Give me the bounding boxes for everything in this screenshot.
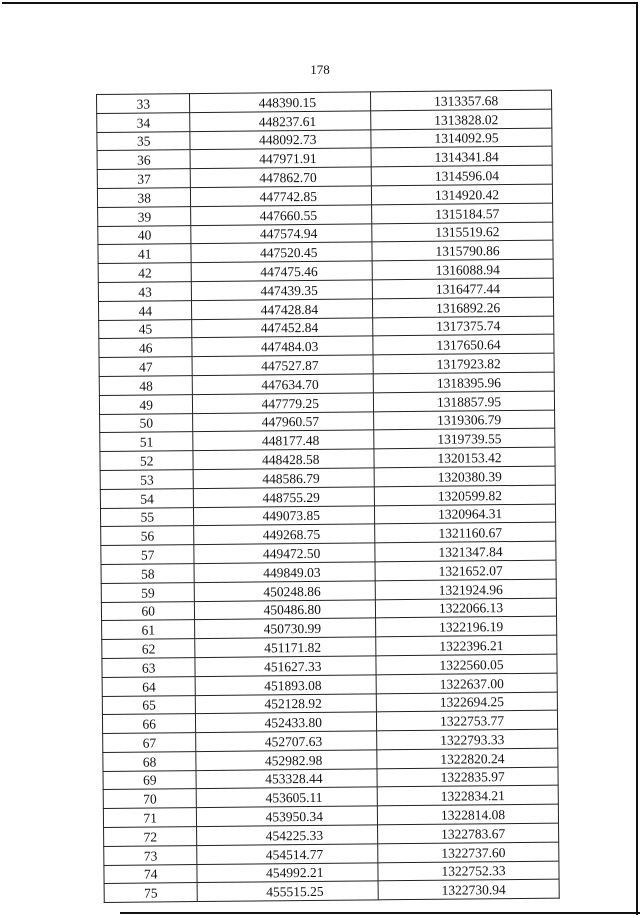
x-coordinate-cell: 453950.34: [197, 806, 378, 827]
point-number-cell: 54: [100, 488, 194, 508]
y-coordinate-cell: 1320599.82: [374, 485, 555, 506]
point-number-cell: 33: [97, 94, 191, 114]
x-coordinate-cell: 447862.70: [191, 167, 372, 188]
y-coordinate-cell: 1322196.19: [376, 616, 557, 637]
x-coordinate-cell: 450730.99: [195, 618, 376, 639]
x-coordinate-cell: 451893.08: [196, 675, 377, 696]
point-number-cell: 73: [104, 845, 198, 865]
x-coordinate-cell: 448428.58: [193, 449, 374, 470]
y-coordinate-cell: 1322752.33: [378, 861, 559, 882]
x-coordinate-cell: 455515.25: [198, 881, 379, 902]
y-coordinate-cell: 1322835.97: [377, 767, 558, 788]
y-coordinate-cell: 1316477.44: [372, 278, 553, 299]
y-coordinate-cell: 1322737.60: [378, 842, 559, 863]
point-number-cell: 64: [102, 676, 196, 696]
point-number-cell: 59: [101, 582, 195, 602]
x-coordinate-cell: 448177.48: [193, 430, 374, 451]
y-coordinate-cell: 1317375.74: [373, 316, 554, 337]
point-number-cell: 63: [102, 657, 196, 677]
table-row: [104, 880, 559, 903]
point-number-cell: 62: [102, 639, 196, 659]
y-coordinate-cell: 1322396.21: [376, 635, 557, 656]
y-coordinate-cell: 1322730.94: [378, 880, 559, 901]
x-coordinate-cell: 447520.45: [191, 242, 372, 263]
x-coordinate-cell: 447660.55: [191, 205, 372, 226]
bottom-rule: [120, 912, 640, 914]
y-coordinate-cell: 1315519.62: [372, 222, 553, 243]
coordinates-table: [96, 90, 560, 904]
y-coordinate-cell: 1314092.95: [371, 128, 552, 149]
x-coordinate-cell: 448092.73: [190, 129, 371, 150]
point-number-cell: 43: [98, 282, 192, 302]
point-number-cell: 75: [104, 883, 198, 903]
point-number-cell: 47: [99, 357, 193, 377]
y-coordinate-cell: 1313357.68: [371, 90, 552, 111]
x-coordinate-cell: 448237.61: [190, 111, 371, 132]
y-coordinate-cell: 1321160.67: [375, 522, 556, 543]
point-number-cell: 71: [103, 808, 197, 828]
y-coordinate-cell: 1318857.95: [373, 391, 554, 412]
point-number-cell: 72: [104, 827, 198, 847]
y-coordinate-cell: 1314920.42: [371, 184, 552, 205]
x-coordinate-cell: 451171.82: [195, 637, 376, 658]
point-number-cell: 74: [104, 864, 198, 884]
y-coordinate-cell: 1314596.04: [371, 165, 552, 186]
y-coordinate-cell: 1320380.39: [374, 466, 555, 487]
point-number-cell: 45: [99, 319, 193, 339]
x-coordinate-cell: 449849.03: [194, 562, 375, 583]
point-number-cell: 37: [97, 169, 191, 189]
point-number-cell: 57: [101, 545, 195, 565]
x-coordinate-cell: 448390.15: [190, 92, 371, 113]
point-number-cell: 53: [100, 470, 194, 490]
x-coordinate-cell: 447527.87: [192, 355, 373, 376]
y-coordinate-cell: 1321652.07: [375, 560, 556, 581]
y-coordinate-cell: 1313828.02: [371, 109, 552, 130]
x-coordinate-cell: 449073.85: [194, 505, 375, 526]
point-number-cell: 39: [98, 206, 192, 226]
point-number-cell: 61: [102, 620, 196, 640]
x-coordinate-cell: 451627.33: [195, 656, 376, 677]
x-coordinate-cell: 453605.11: [197, 787, 378, 808]
point-number-cell: 34: [97, 112, 191, 132]
y-coordinate-cell: 1319306.79: [374, 410, 555, 431]
x-coordinate-cell: 452128.92: [196, 693, 377, 714]
x-coordinate-cell: 450486.80: [195, 599, 376, 620]
point-number-cell: 58: [101, 563, 195, 583]
x-coordinate-cell: 454992.21: [197, 863, 378, 884]
point-number-cell: 68: [103, 751, 197, 771]
x-coordinate-cell: 448755.29: [194, 487, 375, 508]
y-coordinate-cell: 1322783.67: [378, 823, 559, 844]
point-number-cell: 69: [103, 770, 197, 790]
y-coordinate-cell: 1322066.13: [375, 598, 556, 619]
y-coordinate-cell: 1322694.25: [376, 692, 557, 713]
y-coordinate-cell: 1322560.05: [376, 654, 557, 675]
x-coordinate-cell: 447574.94: [191, 223, 372, 244]
x-coordinate-cell: 447742.85: [191, 186, 372, 207]
y-coordinate-cell: 1322814.08: [377, 804, 558, 825]
point-number-cell: 55: [100, 507, 194, 527]
x-coordinate-cell: 453328.44: [196, 769, 377, 790]
x-coordinate-cell: 448586.79: [194, 468, 375, 489]
x-coordinate-cell: 447779.25: [193, 393, 374, 414]
point-number-cell: 49: [99, 394, 193, 414]
point-number-cell: 60: [101, 601, 195, 621]
y-coordinate-cell: 1322793.33: [377, 729, 558, 750]
y-coordinate-cell: 1315790.86: [372, 240, 553, 261]
point-number-cell: 41: [98, 244, 192, 264]
y-coordinate-cell: 1315184.57: [372, 203, 553, 224]
y-coordinate-cell: 1319739.55: [374, 428, 555, 449]
x-coordinate-cell: 447960.57: [193, 411, 374, 432]
x-coordinate-cell: 447452.84: [192, 317, 373, 338]
x-coordinate-cell: 447971.91: [190, 148, 371, 169]
y-coordinate-cell: 1321924.96: [375, 579, 556, 600]
x-coordinate-cell: 454514.77: [197, 844, 378, 865]
x-coordinate-cell: 452707.63: [196, 731, 377, 752]
coordinates-table-body: [97, 90, 560, 903]
y-coordinate-cell: 1314341.84: [371, 147, 552, 168]
y-coordinate-cell: 1322753.77: [377, 710, 558, 731]
point-number-cell: 52: [100, 451, 194, 471]
x-coordinate-cell: 454225.33: [197, 825, 378, 846]
point-number-cell: 48: [99, 376, 193, 396]
page-number: 178: [310, 62, 330, 77]
point-number-cell: 42: [98, 263, 192, 283]
y-coordinate-cell: 1316088.94: [372, 259, 553, 280]
point-number-cell: 70: [103, 789, 197, 809]
point-number-cell: 66: [102, 714, 196, 734]
x-coordinate-cell: 447428.84: [192, 299, 373, 320]
point-number-cell: 46: [99, 338, 193, 358]
x-coordinate-cell: 449472.50: [194, 543, 375, 564]
point-number-cell: 65: [102, 695, 196, 715]
x-coordinate-cell: 447439.35: [192, 280, 373, 301]
y-coordinate-cell: 1321347.84: [375, 541, 556, 562]
x-coordinate-cell: 452982.98: [196, 750, 377, 771]
y-coordinate-cell: 1322834.21: [377, 786, 558, 807]
y-coordinate-cell: 1322637.00: [376, 673, 557, 694]
point-number-cell: 36: [97, 150, 191, 170]
x-coordinate-cell: 452433.80: [196, 712, 377, 733]
y-coordinate-cell: 1318395.96: [373, 372, 554, 393]
point-number-cell: 38: [97, 188, 191, 208]
x-coordinate-cell: 447634.70: [193, 374, 374, 395]
point-number-cell: 44: [98, 300, 192, 320]
x-coordinate-cell: 447475.46: [192, 261, 373, 282]
x-coordinate-cell: 449268.75: [194, 524, 375, 545]
y-coordinate-cell: 1322820.24: [377, 748, 558, 769]
point-number-cell: 35: [97, 131, 191, 151]
y-coordinate-cell: 1317923.82: [373, 353, 554, 374]
x-coordinate-cell: 450248.86: [195, 581, 376, 602]
point-number-cell: 67: [103, 733, 197, 753]
x-coordinate-cell: 447484.03: [192, 336, 373, 357]
point-number-cell: 56: [101, 526, 195, 546]
point-number-cell: 51: [100, 432, 194, 452]
y-coordinate-cell: 1317650.64: [373, 334, 554, 355]
point-number-cell: 40: [98, 225, 192, 245]
y-coordinate-cell: 1320964.31: [375, 504, 556, 525]
y-coordinate-cell: 1316892.26: [373, 297, 554, 318]
y-coordinate-cell: 1320153.42: [374, 447, 555, 468]
point-number-cell: 50: [100, 413, 194, 433]
